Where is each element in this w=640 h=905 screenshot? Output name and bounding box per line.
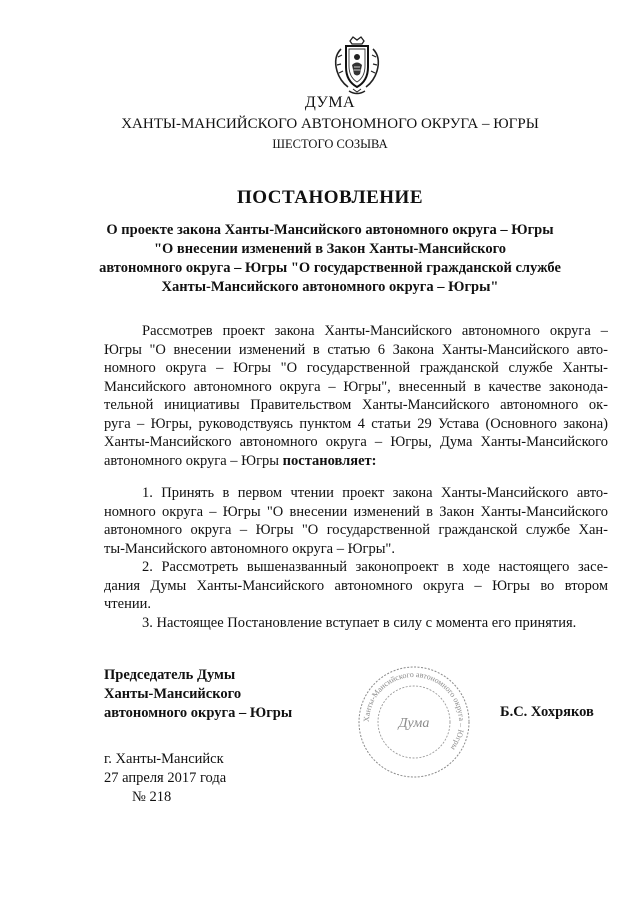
subject-line: "О внесении изменений в Закон Ханты-Мансийского (153, 241, 507, 257)
preamble-line: тельной инициативы Правительством Ханты-Мансийского автономного ок- (104, 397, 608, 413)
subject-line: Ханты-Мансийского автономного округа – Югры" (161, 279, 499, 295)
preamble-line: Рассмотрев проект закона Ханты-Мансийского автономного округа – (142, 323, 608, 339)
convocation: ШЕСТОГО СОЗЫВА (272, 137, 388, 151)
item-1-line: номного округа – Югры "О внесении изменений в Закон Ханты-Мансийского (104, 503, 608, 520)
coat-of-arms-icon (331, 35, 383, 97)
resolution-items (104, 484, 608, 632)
item-2-line: 2. Рассмотреть вышеназванный законопроект в ходе настоящего засе- (142, 559, 608, 575)
preamble-paragraph (104, 322, 608, 470)
document-footer (104, 750, 226, 807)
preamble-last-line (104, 452, 608, 471)
preamble-line: Ханты-Мансийского автономного округа – Югры, Дума Ханты-Мансийского (104, 434, 608, 450)
document-subject (60, 221, 600, 297)
document-type: ПОСТАНОВЛЕНИЕ (236, 187, 424, 208)
resolves-keyword: постановляет: (282, 452, 377, 469)
stamp-ring-path: Ханты-Мансийского автономного округа – Югры (361, 669, 467, 752)
signatory-position (104, 666, 292, 723)
item-2-last-line: чтении. (104, 596, 151, 612)
item-3-line: 3. Настоящее Постановление вступает в силу с момента его принятия. (142, 614, 577, 631)
preamble-last-text: автономного округа – Югры (104, 452, 280, 469)
organization-name: ДУМА (304, 94, 356, 111)
preamble-line: Югры "О внесении изменений в статью 6 Закона Ханты-Мансийского авто- (104, 341, 608, 358)
preamble-line: руга – Югры, руководствуясь пунктом 4 статьи 29 Устава (Основного закона) (104, 415, 608, 432)
preamble-line: номного округа – Югры "О государственной гражданской службе Ханты- (104, 360, 608, 376)
item-1-line: 1. Принять в первом чтении проект закона Ханты-Мансийского авто- (142, 485, 608, 501)
subject-line: автономного округа – Югры "О государственной гражданской службе (99, 260, 561, 276)
item-1-line: автономного округа – Югры "О государственной гражданской службе Хан- (104, 522, 608, 538)
official-stamp (356, 664, 472, 780)
preamble-line: Мансийского автономного округа – Югры", внесенный в качестве законода- (104, 378, 608, 395)
item-2-line: дания Думы Ханты-Мансийского автономного округа – Югры во втором (104, 577, 608, 594)
region-name: ХАНТЫ-МАНСИЙСКОГО АВТОНОМНОГО ОКРУГА – ЮГРЫ (121, 116, 539, 132)
place-of-issue: г. Ханты-Мансийск (104, 751, 224, 767)
signer-name: Б.С. Хохряков (500, 704, 594, 720)
item-1-last-line: ты-Мансийского автономного округа – Югры". (104, 540, 395, 557)
document-number: № 218 (132, 789, 172, 805)
stamp-ring-text (362, 670, 466, 753)
stamp-center-text: Дума (398, 716, 430, 731)
position-line: Ханты-Мансийского (104, 686, 242, 702)
subject-line: О проекте закона Ханты-Мансийского автономного округа – Югры (106, 222, 554, 238)
date-of-issue: 27 апреля 2017 года (104, 770, 227, 786)
position-line: автономного округа – Югры (104, 705, 293, 721)
position-line: Председатель Думы (104, 667, 236, 683)
